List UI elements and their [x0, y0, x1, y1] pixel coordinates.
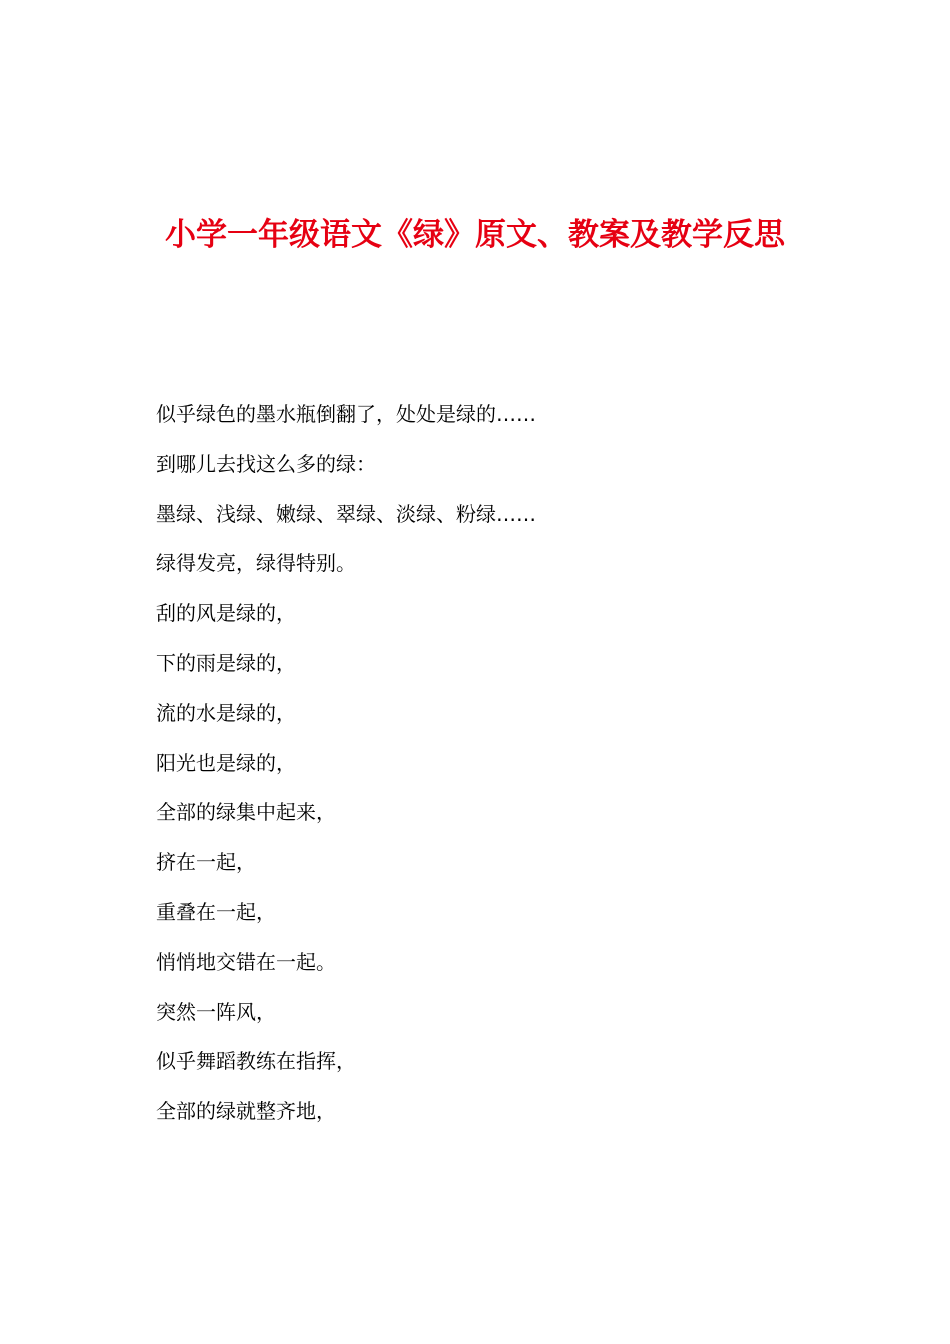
poem-line: 阳光也是绿的， [156, 750, 296, 775]
poem-text [156, 394, 796, 1141]
document-title: 小学一年级语文《绿》原文、教案及教学反思 [165, 217, 785, 253]
poem-line: 绿得发亮，绿得特别。 [156, 551, 356, 576]
poem-line: 重叠在一起， [156, 899, 276, 924]
poem-line: 挤在一起， [156, 850, 256, 875]
poem-line: 墨绿、浅绿、嫩绿、翠绿、淡绿、粉绿…… [156, 501, 536, 526]
poem-line: 下的雨是绿的， [156, 650, 296, 675]
poem-line: 突然一阵风， [156, 999, 276, 1024]
poem-line: 流的水是绿的， [156, 700, 296, 725]
poem-line: 似乎绿色的墨水瓶倒翻了，处处是绿的…… [156, 402, 536, 426]
poem-line: 悄悄地交错在一起。 [156, 949, 336, 974]
poem-line: 全部的绿就整齐地， [156, 1099, 336, 1124]
poem-line: 刮的风是绿的， [156, 601, 296, 626]
poem-line: 到哪儿去找这么多的绿： [156, 451, 376, 476]
poem-line: 似乎舞蹈教练在指挥， [156, 1049, 356, 1074]
poem-line: 全部的绿集中起来， [156, 800, 336, 825]
